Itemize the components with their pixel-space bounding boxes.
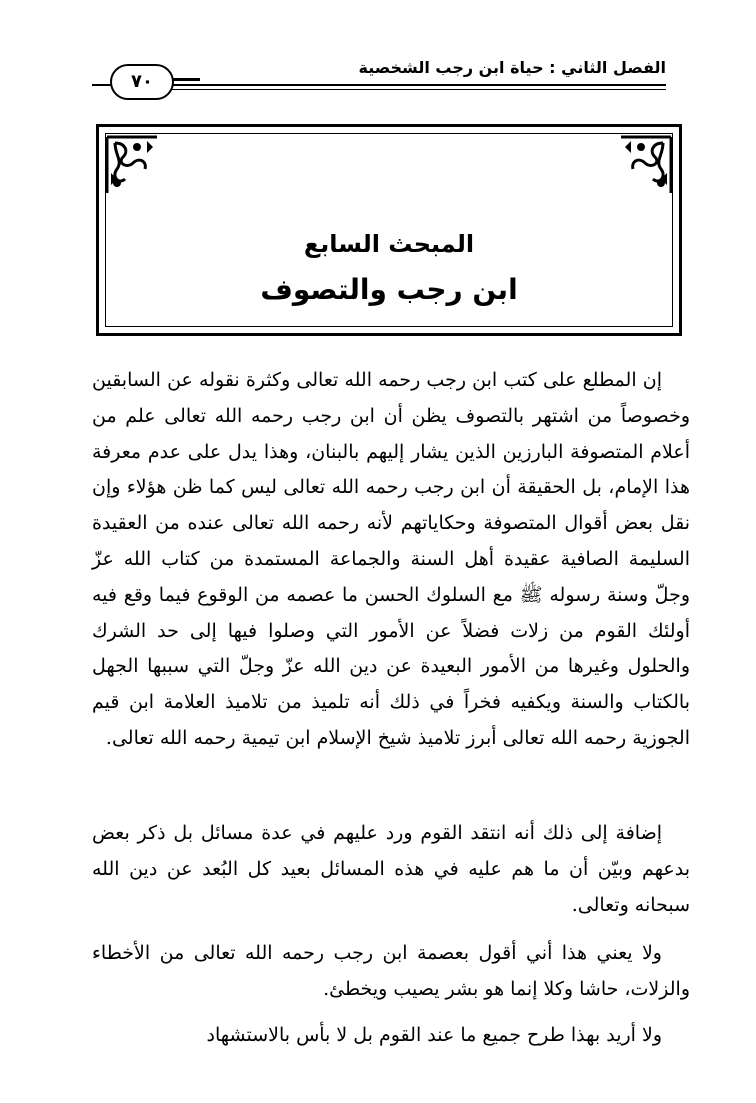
chapter-title: الفصل الثاني : حياة ابن رجب الشخصية: [358, 58, 666, 77]
paragraph-3: [92, 936, 690, 1008]
section-title: ابن رجب والتصوف: [260, 273, 518, 306]
header-rule-thin: [172, 89, 666, 90]
paragraph-1: [92, 363, 690, 757]
paragraph-4: [92, 1018, 690, 1054]
paragraph-2: [92, 816, 690, 923]
paragraph-text: إضافة إلى ذلك أنه انتقد القوم ورد عليهم في عدة مسائل بل ذكر بعض بدعهم وبيّن أن ما هم عليه في هذه المسائل بعيد كل البُعد عن دين الله سبحانه وتعالى.: [92, 822, 690, 916]
corner-ornament-right-icon: [617, 133, 675, 197]
header-rule: [92, 84, 666, 86]
section-label: المبحث السابع: [303, 230, 475, 258]
section-title-frame: [96, 124, 682, 336]
page-header: [92, 48, 666, 98]
corner-ornament-left-icon: [103, 133, 161, 197]
paragraph-text: إن المطلع على كتب ابن رجب رحمه الله تعالى وكثرة نقوله عن السابقين وخصوصاً من اشتهر بالتصوف يظن أن ابن رجب رحمه الله تعالى علم من أعلام المتصوفة البارزين الذين يشار إليهم بالبنان، وهذا يدل على عدم معرفة هذا الإمام، بل الحقيقة أن ابن رجب رحمه الله تعالى ليس كما ظن هؤلاء وإن نقل بعض أقوال المتصوفة وحكاياتهم لأنه رحمه الله تعالى عنده من العقيدة السليمة الصافية عقيدة أهل السنة والجماعة المستمدة من كتاب الله عزّ وجلّ وسنة رسوله ﷺ مع السلوك الحسن ما عصمه من الوقوع فيما وقع فيه أولئك القوم من زلات فضلاً عن الأمور التي وصلوا فيها إلى حد الشرك والحلول وغيرها من الأمور البعيدة عن دين الله عزّ وجلّ التي سببها الجهل بالكتاب والسنة ويكفيه فخراً في ذلك أنه تلميذ من تلاميذ العلامة ابن قيم الجوزية رحمه الله تعالى أبرز تلاميذ شيخ الإسلام ابن تيمية رحمه الله تعالى.: [92, 369, 690, 749]
paragraph-text: ولا أريد بهذا طرح جميع ما عند القوم بل لا بأس بالاستشهاد: [206, 1024, 662, 1046]
paragraph-text: ولا يعني هذا أني أقول بعصمة ابن رجب رحمه الله تعالى من الأخطاء والزلات، حاشا وكلا إنما هو بشر يصيب ويخطئ.: [92, 942, 690, 1000]
header-rule-tail: [170, 78, 200, 81]
page-number: ٧٠: [110, 64, 174, 100]
